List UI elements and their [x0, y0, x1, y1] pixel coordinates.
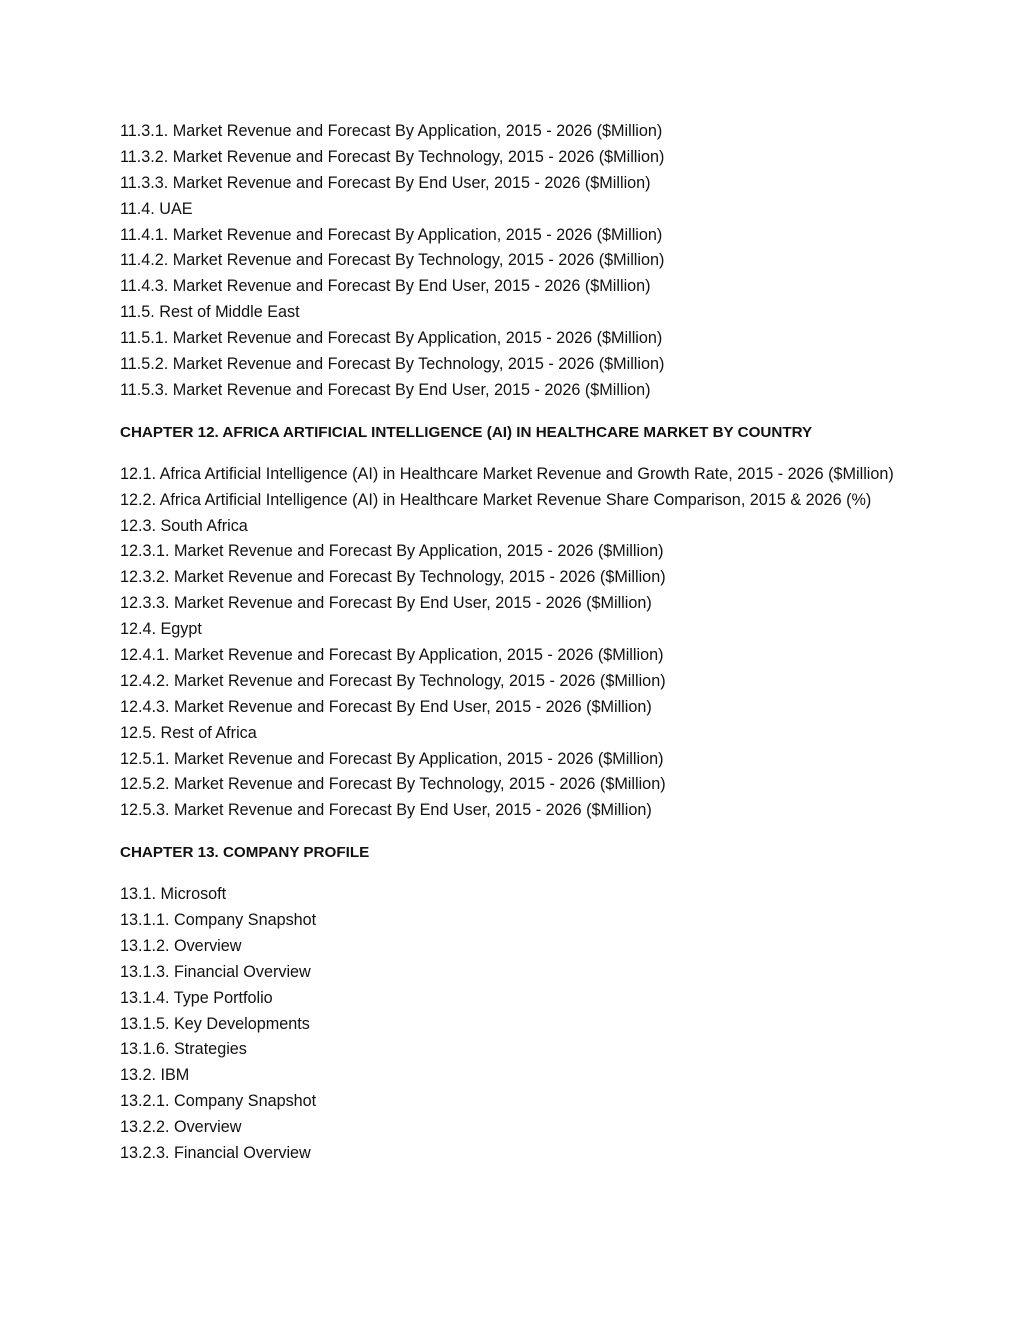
toc-entry: 12.5. Rest of Africa [120, 723, 257, 742]
toc-section-13 [120, 882, 920, 1167]
toc-entry: 11.4. UAE [120, 199, 193, 218]
toc-entry: 11.5. Rest of Middle East [120, 303, 300, 322]
toc-entry: 12.3.1. Market Revenue and Forecast By Application, 2015 - 2026 ($Million) [120, 542, 664, 561]
toc-section-11-continued [120, 119, 920, 404]
chapter-13-heading: CHAPTER 13. COMPANY PROFILE [120, 844, 370, 862]
toc-entry: 11.3.2. Market Revenue and Forecast By Technology, 2015 - 2026 ($Million) [120, 147, 665, 166]
toc-entry: 13.1.1. Company Snapshot [120, 910, 317, 929]
toc-entry: 11.4.3. Market Revenue and Forecast By End User, 2015 - 2026 ($Million) [120, 277, 651, 296]
toc-entry: 11.5.2. Market Revenue and Forecast By Technology, 2015 - 2026 ($Million) [120, 355, 665, 374]
toc-entry: 13.1. Microsoft [120, 885, 227, 904]
document-page [120, 119, 920, 1167]
toc-entry: 13.1.3. Financial Overview [120, 962, 311, 981]
toc-entry: 13.2.2. Overview [120, 1118, 242, 1137]
toc-section-12 [120, 462, 920, 824]
toc-entry: 12.4.3. Market Revenue and Forecast By End User, 2015 - 2026 ($Million) [120, 697, 652, 716]
toc-entry: 13.1.4. Type Portfolio [120, 988, 273, 1007]
chapter-12-heading: CHAPTER 12. AFRICA ARTIFICIAL INTELLIGENCE (AI) IN HEALTHCARE MARKET BY COUNTRY [120, 423, 813, 441]
toc-entry: 12.4. Egypt [120, 620, 202, 639]
toc-entry: 12.1. Africa Artificial Intelligence (AI) in Healthcare Market Revenue and Growth Rate, 2015 - 2026 ($Million) [120, 464, 894, 483]
toc-entry: 11.4.2. Market Revenue and Forecast By Technology, 2015 - 2026 ($Million) [120, 251, 665, 270]
toc-entry: 12.5.3. Market Revenue and Forecast By End User, 2015 - 2026 ($Million) [120, 801, 652, 820]
toc-entry: 13.1.5. Key Developments [120, 1014, 310, 1033]
toc-entry: 11.3.1. Market Revenue and Forecast By Application, 2015 - 2026 ($Million) [120, 122, 663, 140]
toc-entry: 11.4.1. Market Revenue and Forecast By Application, 2015 - 2026 ($Million) [120, 225, 663, 244]
toc-entry: 12.4.1. Market Revenue and Forecast By Application, 2015 - 2026 ($Million) [120, 645, 664, 664]
toc-entry: 11.5.1. Market Revenue and Forecast By Application, 2015 - 2026 ($Million) [120, 329, 663, 348]
toc-entry: 11.5.3. Market Revenue and Forecast By End User, 2015 - 2026 ($Million) [120, 380, 651, 399]
toc-entry: 13.1.2. Overview [120, 936, 242, 955]
toc-entry: 13.2. IBM [120, 1066, 190, 1085]
toc-entry: 12.5.1. Market Revenue and Forecast By Application, 2015 - 2026 ($Million) [120, 749, 664, 768]
toc-entry: 12.3.3. Market Revenue and Forecast By End User, 2015 - 2026 ($Million) [120, 594, 652, 613]
toc-entry: 13.2.3. Financial Overview [120, 1144, 311, 1162]
toc-entry: 12.3.2. Market Revenue and Forecast By Technology, 2015 - 2026 ($Million) [120, 568, 666, 587]
toc-entry: 13.1.6. Strategies [120, 1040, 247, 1059]
toc-entry: 13.2.1. Company Snapshot [120, 1092, 317, 1111]
toc-entry: 12.4.2. Market Revenue and Forecast By Technology, 2015 - 2026 ($Million) [120, 671, 666, 690]
toc-entry: 12.2. Africa Artificial Intelligence (AI) in Healthcare Market Revenue Share Comparison, 2015 & 2026 (%) [120, 490, 872, 509]
toc-entry: 12.3. South Africa [120, 516, 248, 535]
toc-entry: 12.5.2. Market Revenue and Forecast By Technology, 2015 - 2026 ($Million) [120, 775, 666, 794]
toc-entry: 11.3.3. Market Revenue and Forecast By End User, 2015 - 2026 ($Million) [120, 173, 651, 192]
